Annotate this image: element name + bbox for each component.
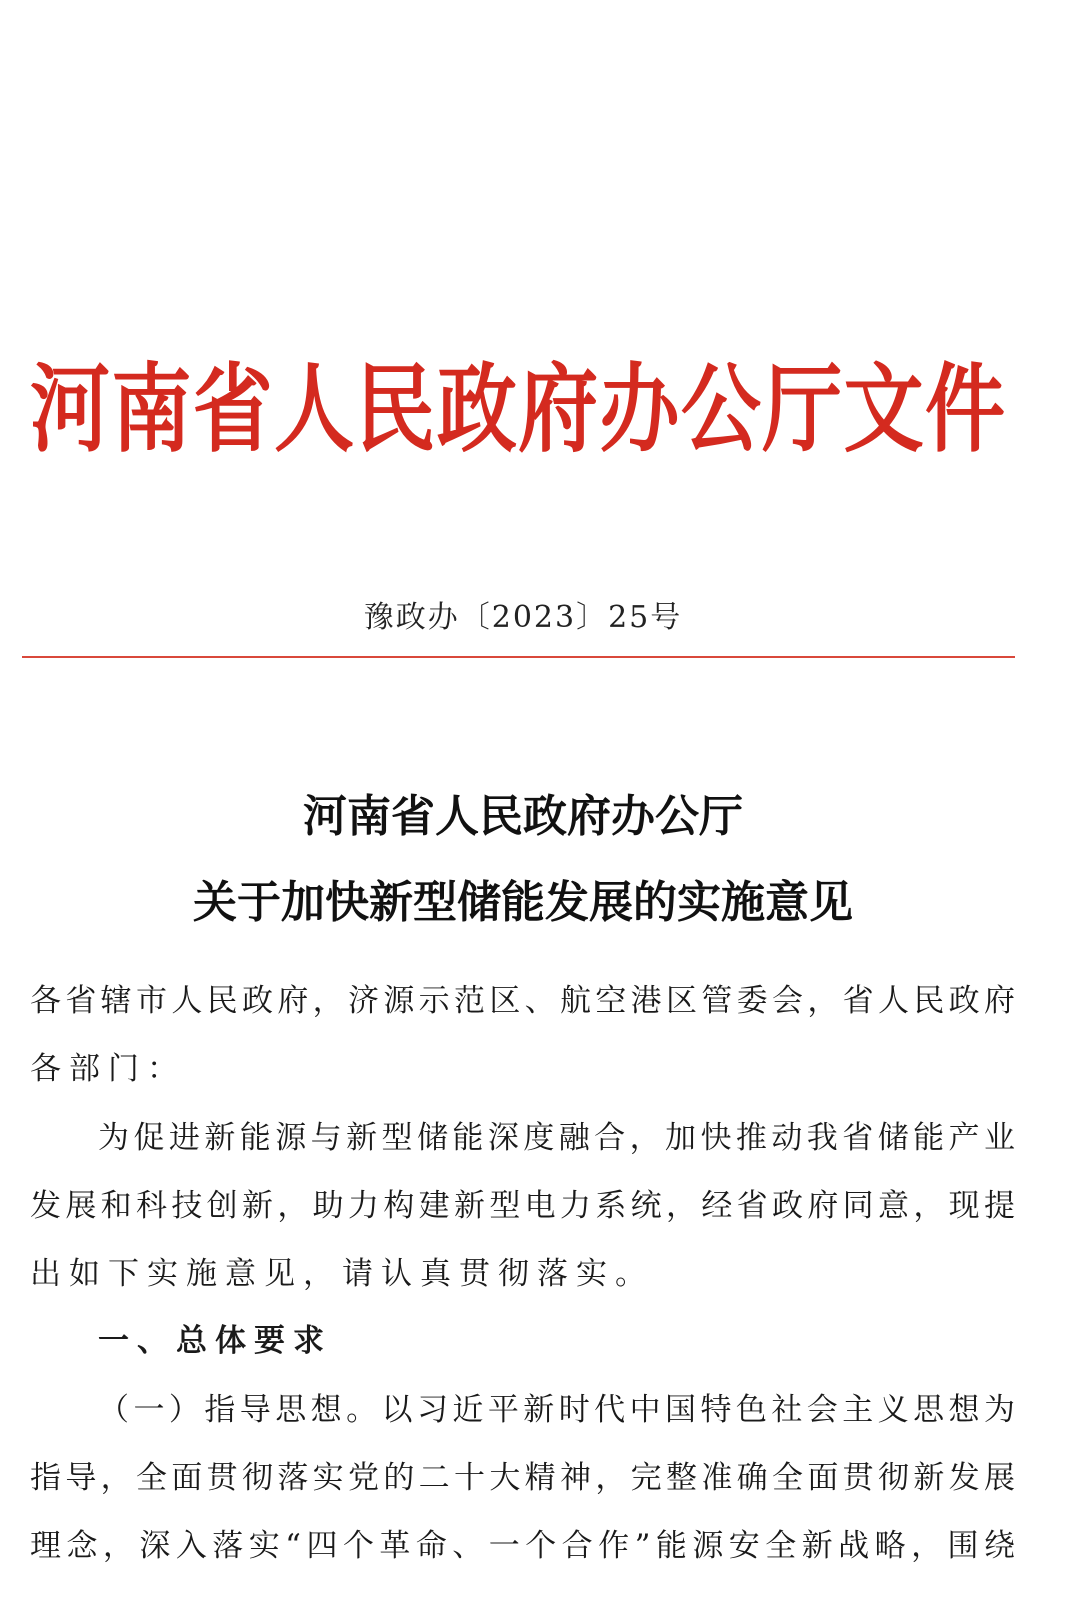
body-line: 各部门：: [30, 1051, 186, 1087]
issuer-title: 河南省人民政府办公厅文件: [30, 353, 1005, 466]
body-line: （一）指导思想。以习近平新时代中国特色社会主义思想为: [98, 1392, 1015, 1428]
section-heading: 一、总体要求: [98, 1323, 332, 1359]
body-line: 理念，深入落实“四个革命、一个合作”能源安全新战略，围绕: [30, 1528, 1015, 1564]
document-title-line2: 关于加快新型储能发展的实施意见: [193, 877, 853, 928]
document-title-line1: 河南省人民政府办公厅: [303, 791, 743, 842]
document-number: 豫政办〔2023〕25号: [363, 600, 683, 635]
red-divider: [22, 656, 1015, 658]
body-line: 指导，全面贯彻落实党的二十大精神，完整准确全面贯彻新发展: [30, 1460, 1015, 1496]
body-line: 出如下实施意见，请认真贯彻落实。: [30, 1256, 654, 1292]
body-line: 发展和科技创新，助力构建新型电力系统，经省政府同意，现提: [30, 1188, 1015, 1224]
body-line: 各省辖市人民政府，济源示范区、航空港区管委会，省人民政府: [30, 983, 1015, 1019]
body-line: 为促进新能源与新型储能深度融合，加快推动我省储能产业: [98, 1120, 1015, 1156]
